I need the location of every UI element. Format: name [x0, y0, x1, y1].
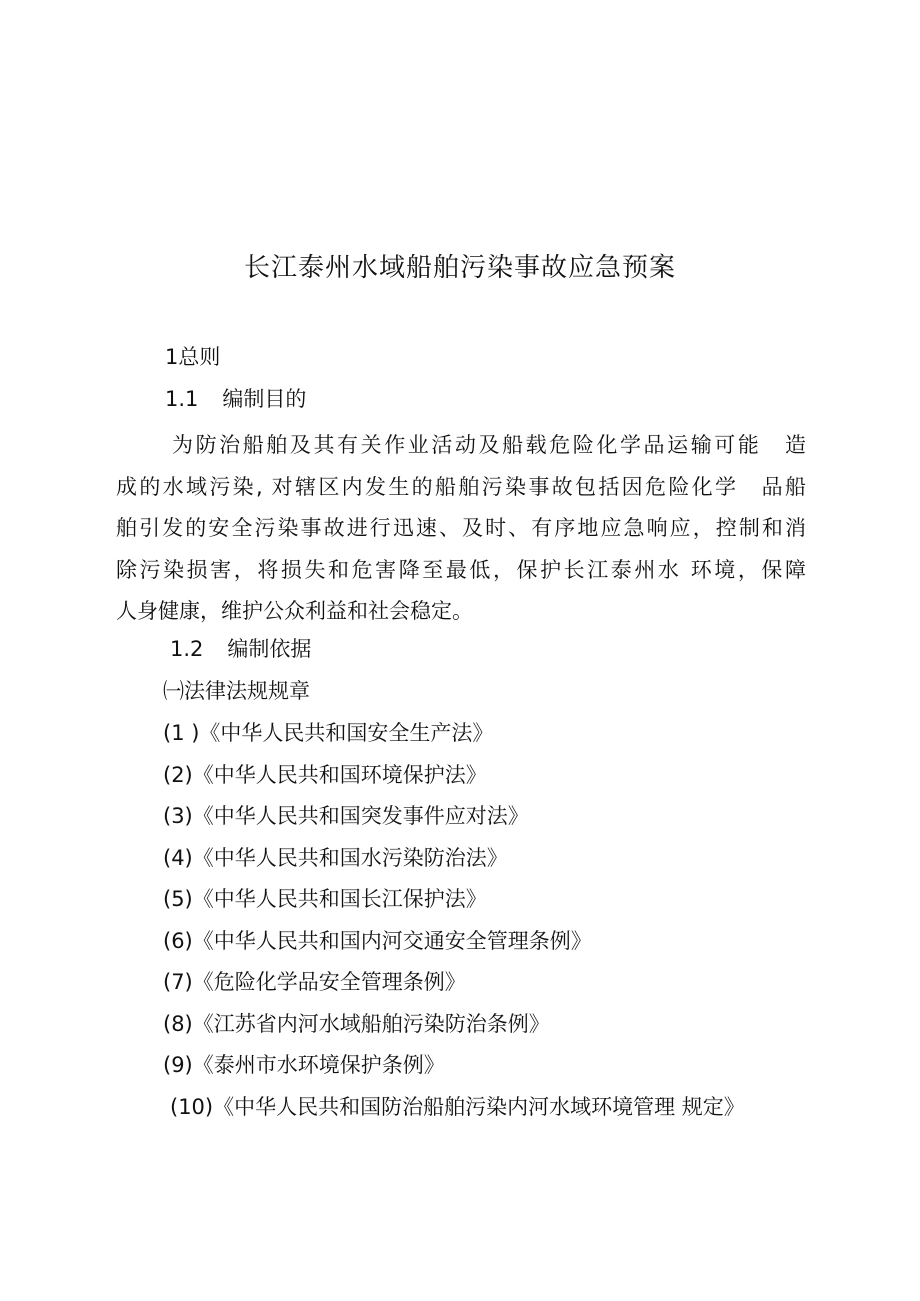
law-list-item: (8)《江苏省内河水域船舶污染防治条例》	[163, 1012, 550, 1036]
paragraph-line: 为防治船舶及其有关作业活动及船载危险化学品运输可能 造	[172, 433, 806, 457]
purpose-paragraph	[116, 425, 806, 633]
law-list-item: (6)《中华人民共和国内河交通安全管理条例》	[163, 929, 592, 953]
paragraph-line: 除污染损害，将损失和危害降至最低，保护长江泰州水 环境，保障	[116, 557, 806, 582]
document-title: 长江泰州水域船舶污染事故应急预案	[243, 253, 676, 283]
law-list-item: (3)《中华人民共和国突发事件应对法》	[163, 804, 529, 828]
law-list-item: (5)《中华人民共和国长江保护法》	[163, 887, 487, 911]
section-number: 1.1	[165, 387, 199, 411]
paragraph-line: 人身健康，维护公众利益和社会稳定。	[116, 599, 473, 623]
subsection-heading-laws: ㈠法律法规规章	[163, 679, 310, 703]
law-list-item: (1 )《中华人民共和国安全生产法》	[163, 721, 494, 745]
law-list-item: (10)《中华人民共和国防治船舶污染内河水域环境管理 规定》	[170, 1095, 745, 1119]
section-heading-purpose	[165, 384, 306, 414]
law-list-item: (7)《危险化学品安全管理条例》	[163, 970, 466, 994]
law-list-item: (9)《泰州市水环境保护条例》	[163, 1053, 445, 1077]
section-number: 1.2	[170, 637, 204, 661]
paragraph-line: 舶引发的安全污染事故进行迅速、及时、有序地应急响应，控制和消	[116, 516, 806, 540]
section-heading-general: 1总则	[165, 345, 221, 369]
law-list-item: (2)《中华人民共和国环境保护法》	[163, 763, 487, 787]
section-heading-basis	[170, 634, 311, 664]
section-title: 编制目的	[222, 387, 307, 411]
paragraph-line: 成的水域污染, 对辖区内发生的船舶污染事故包括因危险化学 品船	[116, 474, 806, 499]
law-list-item: (4)《中华人民共和国水污染防治法》	[163, 846, 508, 870]
section-title: 编制依据	[227, 637, 312, 661]
